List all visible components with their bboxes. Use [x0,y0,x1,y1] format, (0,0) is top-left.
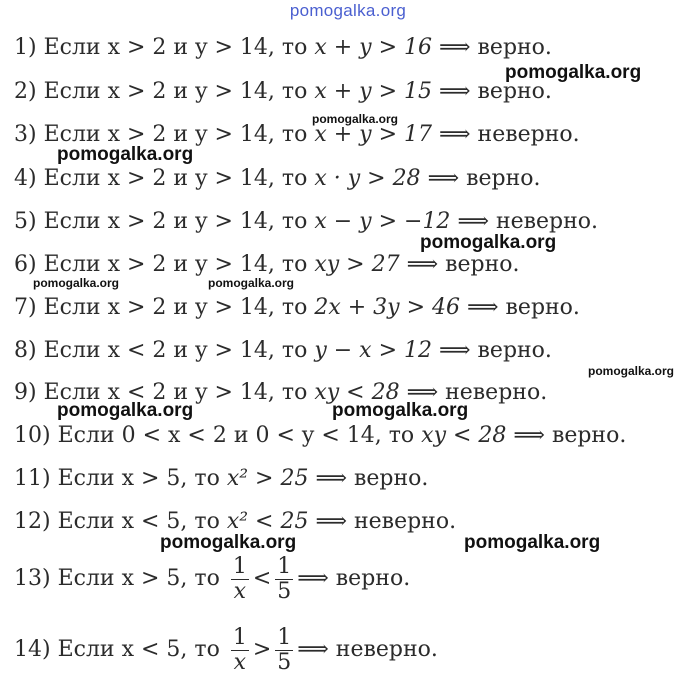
conclusion: 2x + 3y > 46 [314,295,467,320]
item-number: 11) [14,466,58,491]
verdict: ⟹ неверно. [439,122,580,147]
condition: Если x > 2 и y > 14, [43,252,282,277]
condition: Если x > 2 и y > 14, [43,35,282,60]
comparison-operator: > [252,637,272,662]
condition: Если x > 5, [57,466,195,491]
conclusion: x · y > 28 [314,166,428,191]
statement-line [14,165,540,193]
denominator: 5 [277,649,292,675]
then-word: то [194,566,227,591]
conclusion: y − x > 12 [314,338,439,363]
conclusion: x − y > −12 [314,209,458,234]
condition: Если 0 < x < 2 и 0 < y < 14, [57,423,389,448]
watermark-text: pomogalka.org [160,532,297,553]
verdict: ⟹ верно. [315,466,429,491]
fraction-left [231,626,249,675]
then-word: то [281,79,315,104]
statement-line [14,78,552,106]
condition: Если x > 2 и y > 14, [43,166,282,191]
then-word: то [281,295,315,320]
denominator: x [233,649,247,675]
watermark-text: pomogalka.org [33,276,120,290]
verdict: ⟹ верно. [467,295,580,320]
denominator: 5 [277,578,292,604]
statement-line [14,337,552,365]
denominator: x [233,578,247,604]
item-number: 3) [14,122,44,147]
statement-line [14,294,580,322]
item-number: 12) [14,509,58,534]
verdict: ⟹ неверно. [315,509,457,534]
numerator: 1 [277,553,292,579]
comparison-operator: < [252,566,272,591]
fraction-right [275,626,293,675]
watermark-text: pomogalka.org [208,276,295,290]
watermark-text: pomogalka.org [312,112,399,126]
condition: Если x < 5, [57,637,195,662]
statement-line [14,34,552,62]
item-number: 10) [14,423,58,448]
watermark-text: pomogalka.org [57,400,194,421]
statement-line [14,622,438,678]
then-word: то [388,423,422,448]
verdict: ⟹ верно. [513,423,627,448]
conclusion: xy < 28 [421,423,514,448]
fraction-right [275,555,293,604]
watermark-text: pomogalka.org [505,62,642,83]
condition: Если x > 2 и y > 14, [43,122,282,147]
condition: Если x < 2 и y > 14, [43,338,282,363]
then-word: то [281,252,315,277]
header-watermark: pomogalka.org [289,1,407,20]
condition: Если x > 5, [57,566,195,591]
watermark-text: pomogalka.org [420,232,557,253]
item-number: 7) [14,295,44,320]
then-word: то [281,209,315,234]
conclusion: xy > 27 [314,252,407,277]
conclusion: x² > 25 [226,466,316,491]
conclusion: x + y > 17 [314,122,439,147]
condition: Если x > 2 и y > 14, [43,209,282,234]
then-word: то [281,166,315,191]
statement-line [14,465,428,493]
watermark-text: pomogalka.org [464,532,601,553]
condition: Если x < 5, [57,509,195,534]
then-word: то [194,637,227,662]
then-word: то [281,122,315,147]
conclusion: xy < 28 [314,380,407,405]
statement-line [14,551,410,607]
verdict: ⟹ верно. [439,35,552,60]
numerator: 1 [232,624,247,650]
condition: Если x > 2 и y > 14, [43,79,282,104]
watermark-text: pomogalka.org [57,144,194,165]
item-number: 1) [14,35,44,60]
then-word: то [281,338,315,363]
condition: Если x < 2 и y > 14, [43,380,282,405]
then-word: то [281,380,315,405]
watermark-text: pomogalka.org [332,400,469,421]
statement-line [14,422,626,450]
verdict: ⟹ неверно. [457,209,599,234]
item-number: 9) [14,380,44,405]
then-word: то [194,509,227,534]
statement-line [14,251,520,279]
condition: Если x > 2 и y > 14, [43,295,282,320]
item-number: 13) [14,566,58,591]
item-number: 14) [14,637,58,662]
conclusion: x + y > 16 [314,35,439,60]
item-number: 8) [14,338,44,363]
verdict: ⟹ верно. [297,566,411,591]
watermark-text: pomogalka.org [588,364,675,378]
verdict: ⟹ верно. [427,166,541,191]
item-number: 2) [14,79,44,104]
numerator: 1 [232,553,247,579]
verdict: ⟹ верно. [406,252,520,277]
numerator: 1 [277,624,292,650]
item-number: 6) [14,252,44,277]
verdict: ⟹ верно. [439,338,552,363]
conclusion: x + y > 15 [314,79,439,104]
fraction-left [231,555,249,604]
verdict: ⟹ неверно. [406,380,548,405]
then-word: то [194,466,227,491]
item-number: 4) [14,166,44,191]
verdict: ⟹ неверно. [297,637,438,662]
conclusion: x² < 25 [226,509,316,534]
item-number: 5) [14,209,44,234]
verdict: ⟹ верно. [439,79,552,104]
then-word: то [281,35,315,60]
